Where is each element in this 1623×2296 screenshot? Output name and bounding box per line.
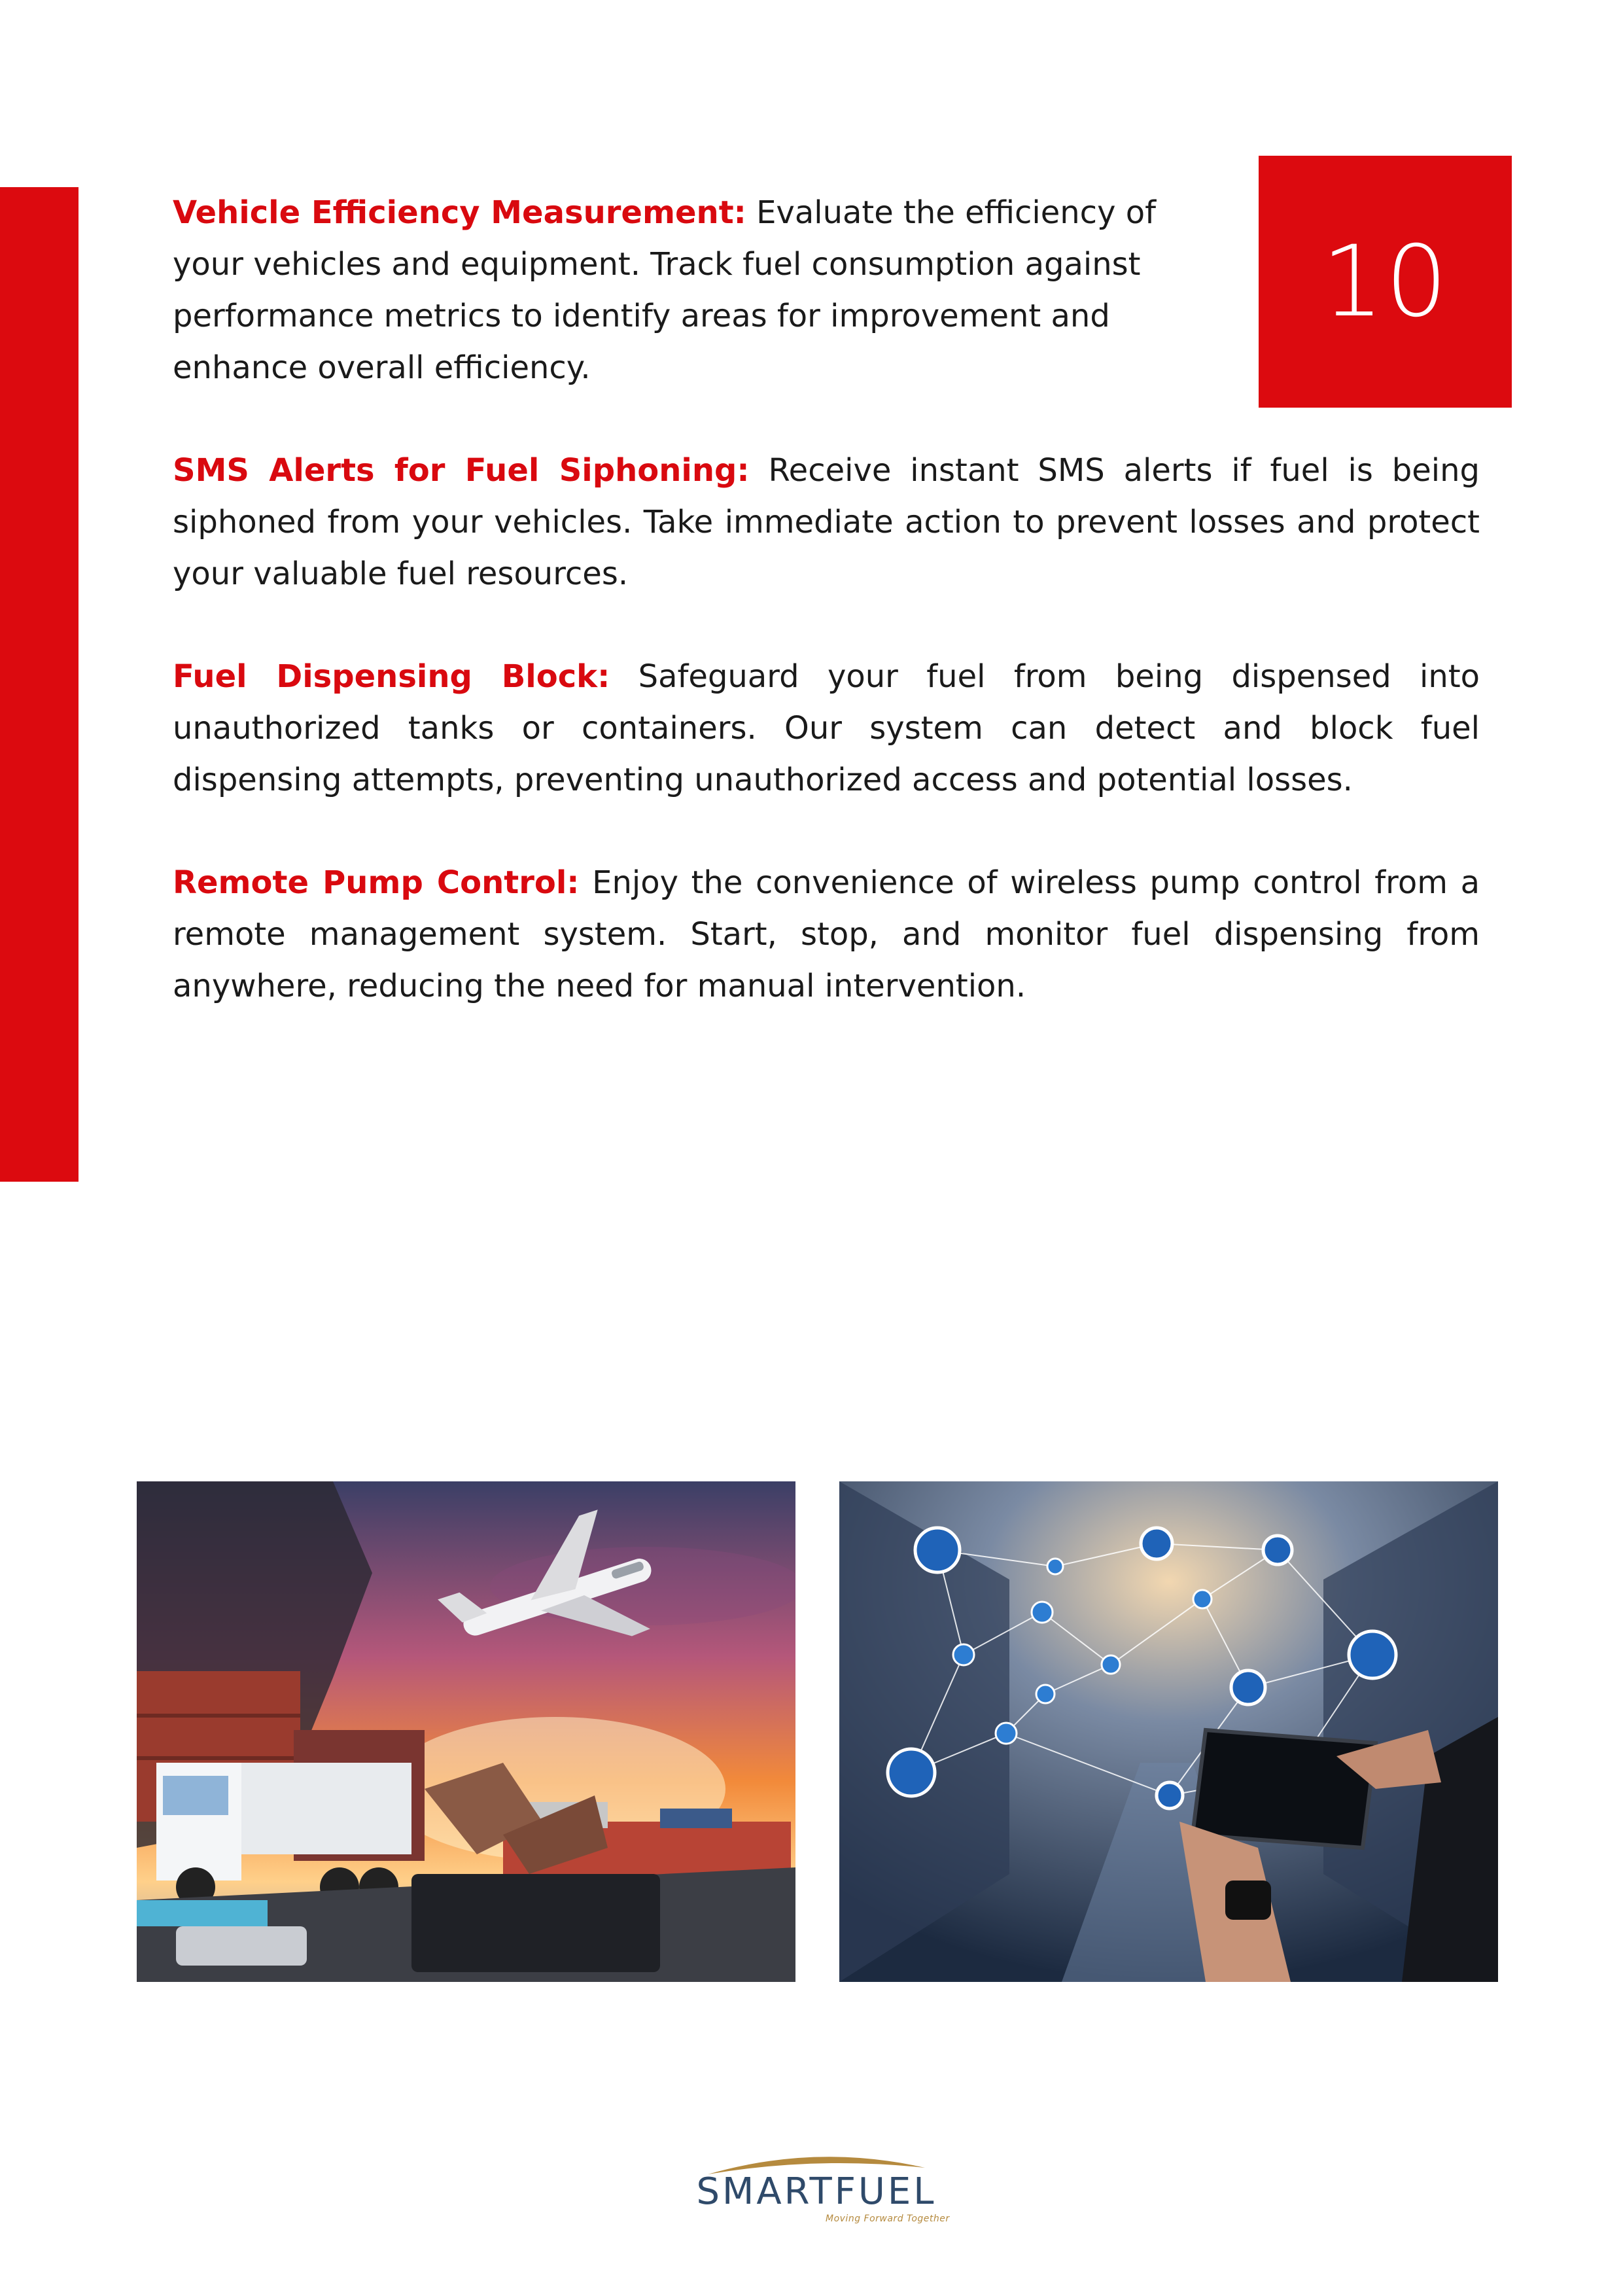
section-body: Evaluate the efficiency of your vehicles and equipment. Track fuel consumption against performance metrics to identify areas for improvement and enhance overall efficiency. [173, 194, 1156, 386]
section-remote-pump-control [173, 857, 1480, 1012]
section-heading: Fuel Dispensing Block: [173, 658, 610, 695]
section-heading: Vehicle Efficiency Measurement: [173, 194, 746, 231]
page-number: 10 [1321, 224, 1449, 339]
section-heading: SMS Alerts for Fuel Siphoning: [173, 452, 750, 489]
page-number-box [1259, 156, 1512, 408]
smartfuel-logo [695, 2146, 950, 2231]
section-vehicle-efficiency [173, 187, 1219, 394]
section-fuel-dispensing-block [173, 651, 1480, 806]
section-body: Receive instant SMS alerts if fuel is being siphoned from your vehicles. Take immediate action to prevent losses and protect your valuable fuel resources. [173, 452, 1480, 592]
logistics-photo [137, 1481, 795, 1982]
side-accent-bar [0, 187, 79, 1182]
section-body: Enjoy the convenience of wireless pump control from a remote management system. Start, stop, and monitor fuel dispensing from anywhere, reducing the need for manual intervention. [173, 864, 1480, 1004]
warehouse-network-photo [839, 1481, 1498, 1982]
logo-wordmark: SMARTFUEL [696, 2170, 937, 2213]
section-heading: Remote Pump Control: [173, 864, 580, 901]
logo-tagline: Moving Forward Together [826, 2214, 950, 2224]
section-body: Safeguard your fuel from being dispensed into unauthorized tanks or containers. Our system can detect and block fuel dispensing attempts, preventing unauthorized access and potential losses. [173, 658, 1480, 798]
section-sms-alerts [173, 445, 1480, 600]
